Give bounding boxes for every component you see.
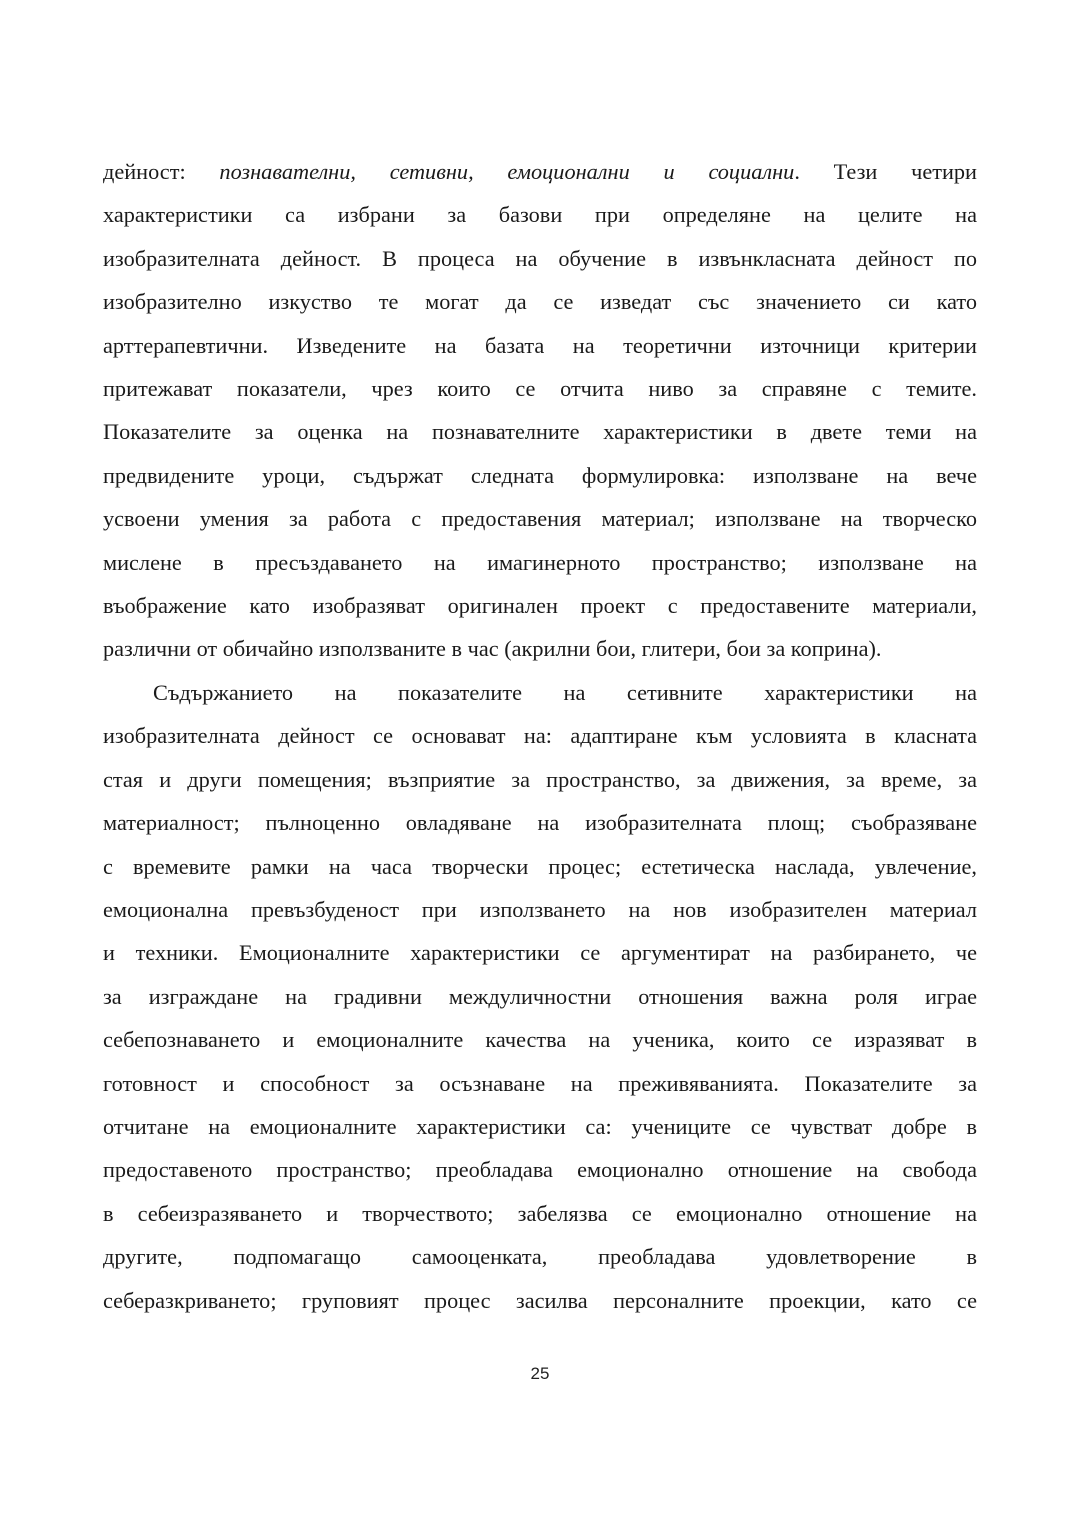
paragraph-line xyxy=(103,150,977,193)
paragraph-line: материалност; пълноценно овладяване на изобразителната площ; съобразяване xyxy=(103,810,977,836)
paragraph-line: емоционална превъзбуденост при използването на нов изобразителен материал xyxy=(103,896,977,922)
text-body xyxy=(103,150,977,1322)
text-run: . Тези четири xyxy=(794,159,977,184)
paragraph-line: въображение като изобразяват оригинален проект с предоставените материали, xyxy=(103,593,977,619)
italic-term-list: познавателни, сетивни, емоционални и социални xyxy=(219,159,795,184)
paragraph-line: и техники. Емоционалните характеристики се аргументират на разбирането, че xyxy=(103,940,977,966)
paragraph-line: отчитане на емоционалните характеристики са: учениците се чувстват добре в xyxy=(103,1113,977,1139)
paragraph-line: притежават показатели, чрез които се отчита ниво за справяне с темите. xyxy=(103,376,977,402)
paragraph-line: различни от обичайно използваните в час (акрилни бои, глитери, бои за коприна). xyxy=(103,636,882,662)
text-run: дейност: xyxy=(103,159,220,184)
paragraph-line: готовност и способност за осъзнаване на преживяванията. Показателите за xyxy=(103,1070,977,1096)
paragraph-line: Показателите за оценка на познавателните характеристики в двете теми на xyxy=(103,419,977,445)
paragraph-line: за изграждане на градивни междуличностни отношения важна роля играе xyxy=(103,983,977,1009)
paragraph-line: предвидените уроци, съдържат следната формулировка: използване на вече xyxy=(103,462,977,488)
paragraph-line: стая и други помещения; възприятие за пространство, за движения, за време, за xyxy=(103,766,977,792)
paragraph-line: предоставеното пространство; преобладава емоционално отношение на свобода xyxy=(103,1157,977,1183)
paragraph-line: себепознаването и емоционалните качества на ученика, които се изразяват в xyxy=(103,1027,977,1053)
paragraph-line: мислене в пресъздаването на имагинерното пространство; използване на xyxy=(103,549,977,575)
paragraph-line: арттерапевтични. Изведените на базата на теоретични източници критерии xyxy=(103,332,977,358)
paragraph-line: другите, подпомагащо самооценката, преобладава удовлетворение в xyxy=(103,1244,977,1270)
paragraph-line: себеразкриването; груповият процес засилва персоналните проекции, като се xyxy=(103,1287,977,1313)
paragraph-line: в себеизразяването и творчеството; забелязва се емоционално отношение на xyxy=(103,1200,977,1226)
paragraph-line: изобразителната дейност се основават на: адаптиране към условията в класната xyxy=(103,723,977,749)
paragraph-line: с времевите рамки на часа творчески процес; естетическа наслада, увлечение, xyxy=(103,853,977,879)
paragraph-line: усвоени умения за работа с предоставения материал; използване на творческо xyxy=(103,506,977,532)
paragraph-1 xyxy=(103,150,977,671)
paragraph-line: изобразително изкуство те могат да се изведат със значението си като xyxy=(103,289,977,315)
paragraph-line: изобразителната дейност. В процеса на обучение в извънкласната дейност по xyxy=(103,245,977,271)
page-number: 25 xyxy=(530,1364,550,1383)
paragraph-line: характеристики са избрани за базови при определяне на целите на xyxy=(103,202,977,228)
paragraph-line: Съдържанието на показателите на сетивните характеристики на xyxy=(153,679,977,705)
paragraph-2 xyxy=(103,671,977,1322)
